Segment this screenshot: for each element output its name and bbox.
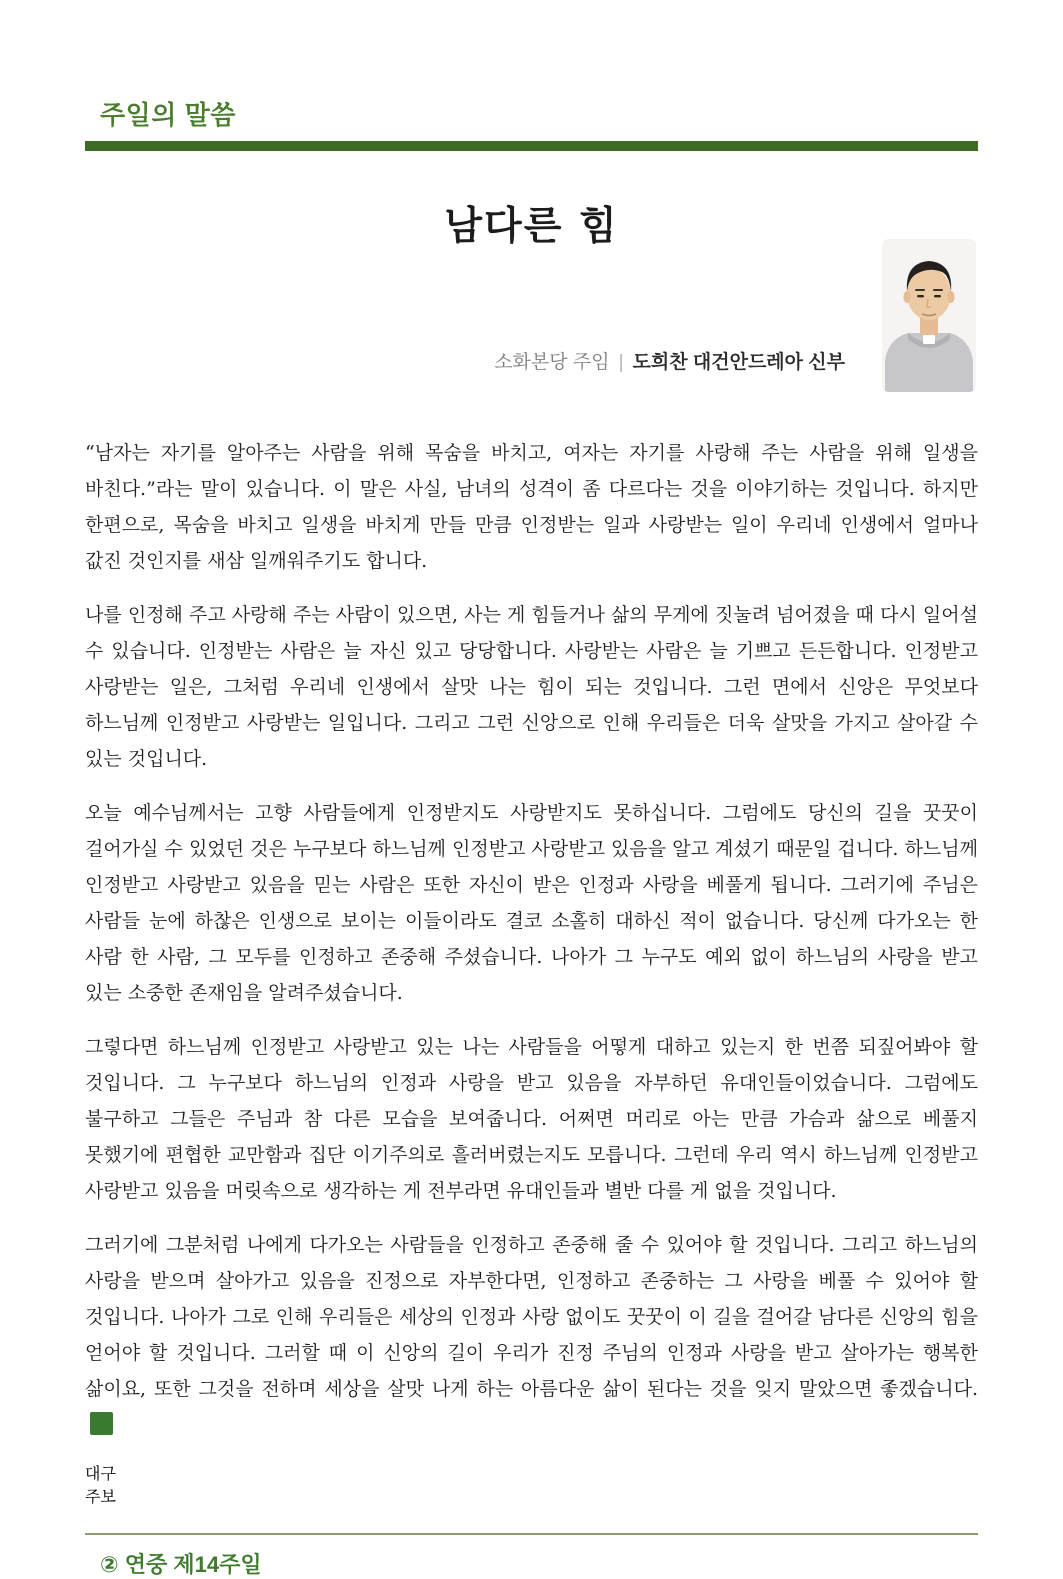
article-body: [85, 435, 978, 1507]
paragraph-2: [85, 597, 978, 777]
author-name: 도희찬 대건안드레아 신부: [632, 352, 845, 373]
paragraph-2-text: 나를 인정해 주고 사랑해 주는 사람이 있으면, 사는 게 힘들거나 삶의 무게에 짓눌려 넘어졌을 때 다시 일어설 수 있습니다. 인정받는 사람은 늘 자신 있고 당당합니다. 사랑받는 사람은 늘 기쁘고 든든합니다. 인정받고 사랑받는 일은, 그처럼 우리네 인생에서 살맛 나는 힘이 되는 것입니다. 그런 면에서 신앙은 무엇보다 하느님께 인정받고 사랑받는 일입니다. 그리고 그런 신앙으로 인해 우리들은 더욱 살맛을 가지고 살아갈 수 있는 것입니다.: [85, 604, 978, 770]
bulletin-seal-line1: 대구: [85, 1464, 116, 1483]
paragraph-4-text: 그렇다면 하느님께 인정받고 사랑받고 있는 나는 사람들을 어떻게 대하고 있는지 한 번쯤 되짚어봐야 할 것입니다. 그 누구보다 하느님의 인정과 사랑을 받고 있음을 자부하던 유대인들이었습니다. 그럼에도 불구하고 그들은 주님과 참 다른 모습을 보여줍니다. 어쩌면 머리로 아는 만큼 가슴과 삶으로 베풀지 못했기에 편협한 교만함과 집단 이기주의로 흘러버렸는지도 모릅니다. 그런데 우리 역시 하느님께 인정받고 사랑받고 있음을 머릿속으로 생각하는 게 전부라면 유대인들과 별반 다를 게 없을 것입니다.: [85, 1036, 978, 1202]
author-separator: |: [618, 352, 624, 373]
author-role: 소화본당 주임: [494, 352, 610, 373]
page: [85, 0, 978, 1579]
paragraph-1-text: “남자는 자기를 알아주는 사람을 위해 목숨을 바치고, 여자는 자기를 사랑해 주는 사람을 위해 일생을 바친다.”라는 말이 있습니다. 이 말은 사실, 남녀의 성격이 좀 다르다는 것을 이야기하는 것입니다. 하지만 한편으로, 목숨을 바치고 일생을 바치게 만들 만큼 인정받는 일과 사랑받는 일이 우리네 인생에서 얼마나 값진 것인지를 새삼 일깨워주기도 합니다.: [85, 442, 978, 572]
paragraph-5-text: 그러기에 그분처럼 나에게 다가오는 사람들을 인정하고 존중해 줄 수 있어야 할 것입니다. 그리고 하느님의 사랑을 받으며 살아가고 있음을 진정으로 자부한다면, 인정하고 존중하는 그 사랑을 베풀 수 있어야 할 것입니다. 나아가 그로 인해 우리들은 세상의 인정과 사랑 없이도 꿋꿋이 이 길을 걸어갈 남다른 신앙의 힘을 얻어야 할 것입니다. 그러할 때 이 신앙의 길이 우리가 진정 주님의 인정과 사랑을 받고 살아가는 행복한 삶이요, 또한 그것을 전하며 세상을 살맛 나게 하는 아름다운 삶이 된다는 것을 잊지 말았으면 좋겠습니다.: [85, 1234, 978, 1400]
priest-photo: [882, 239, 976, 392]
footer-divider: [85, 1533, 978, 1535]
section-label: 주일의 말씀: [100, 100, 236, 130]
paragraph-3-text: 오늘 예수님께서는 고향 사람들에게 인정받지도 사랑받지도 못하십니다. 그럼에도 당신의 길을 꿋꿋이 걸어가실 수 있었던 것은 누구보다 하느님께 인정받고 사랑받고 있음을 알고 계셨기 때문일 겁니다. 하느님께 인정받고 사랑받고 있음을 믿는 사람은 또한 자신이 받은 인정과 사랑을 베풀게 됩니다. 그러기에 주님은 사람들 눈에 하찮은 인생으로 보이는 이들이라도 결코 소홀히 대하신 적이 없습니다. 당신께 다가오는 한 사람 한 사람, 그 모두를 인정하고 존중해 주셨습니다. 나아가 그 누구도 예외 없이 하느님의 사랑을 받고 있는 소중한 존재임을 알려주셨습니다.: [85, 802, 978, 1004]
bulletin-seal: [90, 1412, 113, 1435]
paragraph-4: [85, 1029, 978, 1209]
paragraph-5: [85, 1227, 978, 1443]
priest-photo-image: [882, 239, 976, 392]
article-title: 남다른 힘: [444, 203, 619, 249]
paragraph-1: [85, 435, 978, 579]
header-divider-bar: [85, 141, 978, 151]
bulletin-seal-line2: 주보: [85, 1487, 116, 1506]
article-header: [85, 151, 978, 435]
paragraph-3: [85, 795, 978, 1011]
author-byline: [494, 347, 845, 374]
footer-page-label: ② 연중 제14주일: [100, 1552, 262, 1577]
